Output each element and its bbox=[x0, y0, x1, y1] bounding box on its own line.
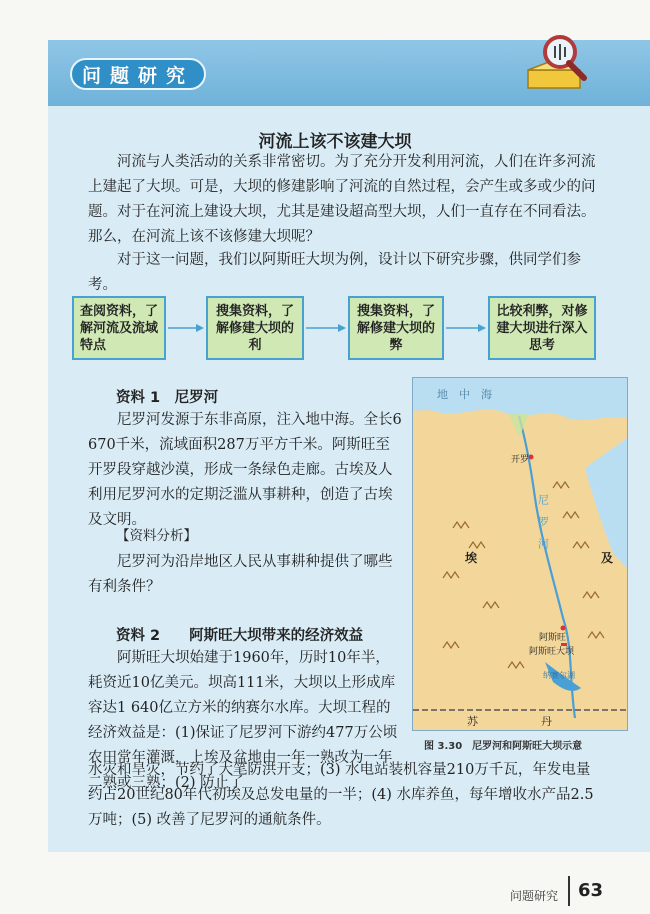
map-label-sudan-1: 苏 bbox=[467, 715, 478, 728]
aswan-marker bbox=[561, 626, 566, 631]
flow-arrow-3 bbox=[444, 322, 488, 334]
flow-arrow-2 bbox=[304, 322, 348, 334]
footer-section-label: 问题研究 bbox=[510, 889, 559, 903]
flow-step-3: 搜集资料，了解修建大坝的弊 bbox=[348, 296, 444, 360]
map-label-egypt-2: 及 bbox=[601, 551, 614, 565]
flow-step-4: 比较利弊，对修建大坝进行深入思考 bbox=[488, 296, 596, 360]
flow-arrow-1 bbox=[166, 322, 206, 334]
material-2-heading: 资料 2 阿斯旺大坝带来的经济效益 bbox=[116, 628, 364, 644]
analysis-question: 尼罗河为沿岸地区人民从事耕种提供了哪些有利条件？ bbox=[88, 554, 393, 595]
flow-step-2: 搜集资料，了解修建大坝的利 bbox=[206, 296, 304, 360]
intro-paragraph-2: 对于这一问题，我们以阿斯旺大坝为例，设计以下研究步骤，供同学们参考。 bbox=[88, 252, 581, 293]
page-number: 63 bbox=[578, 880, 604, 901]
material-2-body-part-1: 阿斯旺大坝始建于1960年，历时10年半，耗资近10亿美元。坝高111米，大坝以上形成库容达1 640亿立方米的纳赛尔水库。大坝工程的经济效益是：(1)保证了尼罗河下游约477万公顷农田常年灌溉，上埃及盆地由一年一熟改为一年二熟或三熟；(2) 防止了 bbox=[88, 650, 398, 791]
map-label-cairo: 开罗 bbox=[511, 455, 530, 465]
intro-paragraph-1: 河流与人类活动的关系非常密切。为了充分开发利用河流，人们在许多河流上建起了大坝。可是，大坝的修建影响了河流的自然过程，会产生或多或少的问题。对于在河流上建设大坝，尤其是建设超高型大坝，人们一直存在不同看法。那么，在河流上该不该修建大坝呢？ bbox=[88, 154, 596, 245]
material-2-body-part-2: 水灾和旱灾，节约了大笔防洪开支；(3) 水电站装机容量210万千瓦，年发电量约占20世纪80年代初埃及总发电量的一半；(4) 水库养鱼，每年增收水产品2.5万吨；(5) 改善了尼罗河的通航条件。 bbox=[88, 762, 594, 828]
material-1-heading: 资料 1 尼罗河 bbox=[116, 390, 219, 406]
map-label-river: 尼 罗 河 bbox=[536, 494, 550, 549]
analysis-label: 【资料分析】 bbox=[116, 528, 197, 544]
book-magnifier-icon bbox=[522, 30, 592, 100]
map-caption: 图 3.30 尼罗河和阿斯旺大坝示意 bbox=[424, 741, 583, 752]
map-label-aswan: 阿斯旺 bbox=[539, 633, 567, 643]
map-label-egypt-1: 埃 bbox=[465, 551, 478, 565]
nile-map-frame bbox=[412, 377, 628, 731]
material-1-body: 尼罗河发源于东非高原，注入地中海。全长6 670千米，流域面积287万平方千米。阿斯旺至开罗段穿越沙漠，形成一条绿色走廊。古埃及人利用尼罗河水的定期泛滥从事耕种，创造了古埃及文明。 bbox=[88, 412, 402, 528]
dam-marker bbox=[561, 643, 567, 646]
map-label-aswan-dam: 阿斯旺大坝 bbox=[529, 647, 575, 657]
section-badge: 问题研究 bbox=[70, 58, 206, 90]
cairo-marker bbox=[529, 455, 534, 460]
map-label-lake: 纳赛尔湖 bbox=[543, 671, 575, 680]
nile-map bbox=[413, 378, 627, 730]
map-label-sea: 地 中 海 bbox=[437, 388, 492, 401]
footer-divider bbox=[568, 876, 570, 906]
page-title: 河流上该不该建大坝 bbox=[258, 132, 412, 152]
flow-step-1: 查阅资料，了解河流及流域特点 bbox=[72, 296, 166, 360]
map-label-sudan-2: 丹 bbox=[541, 715, 552, 728]
